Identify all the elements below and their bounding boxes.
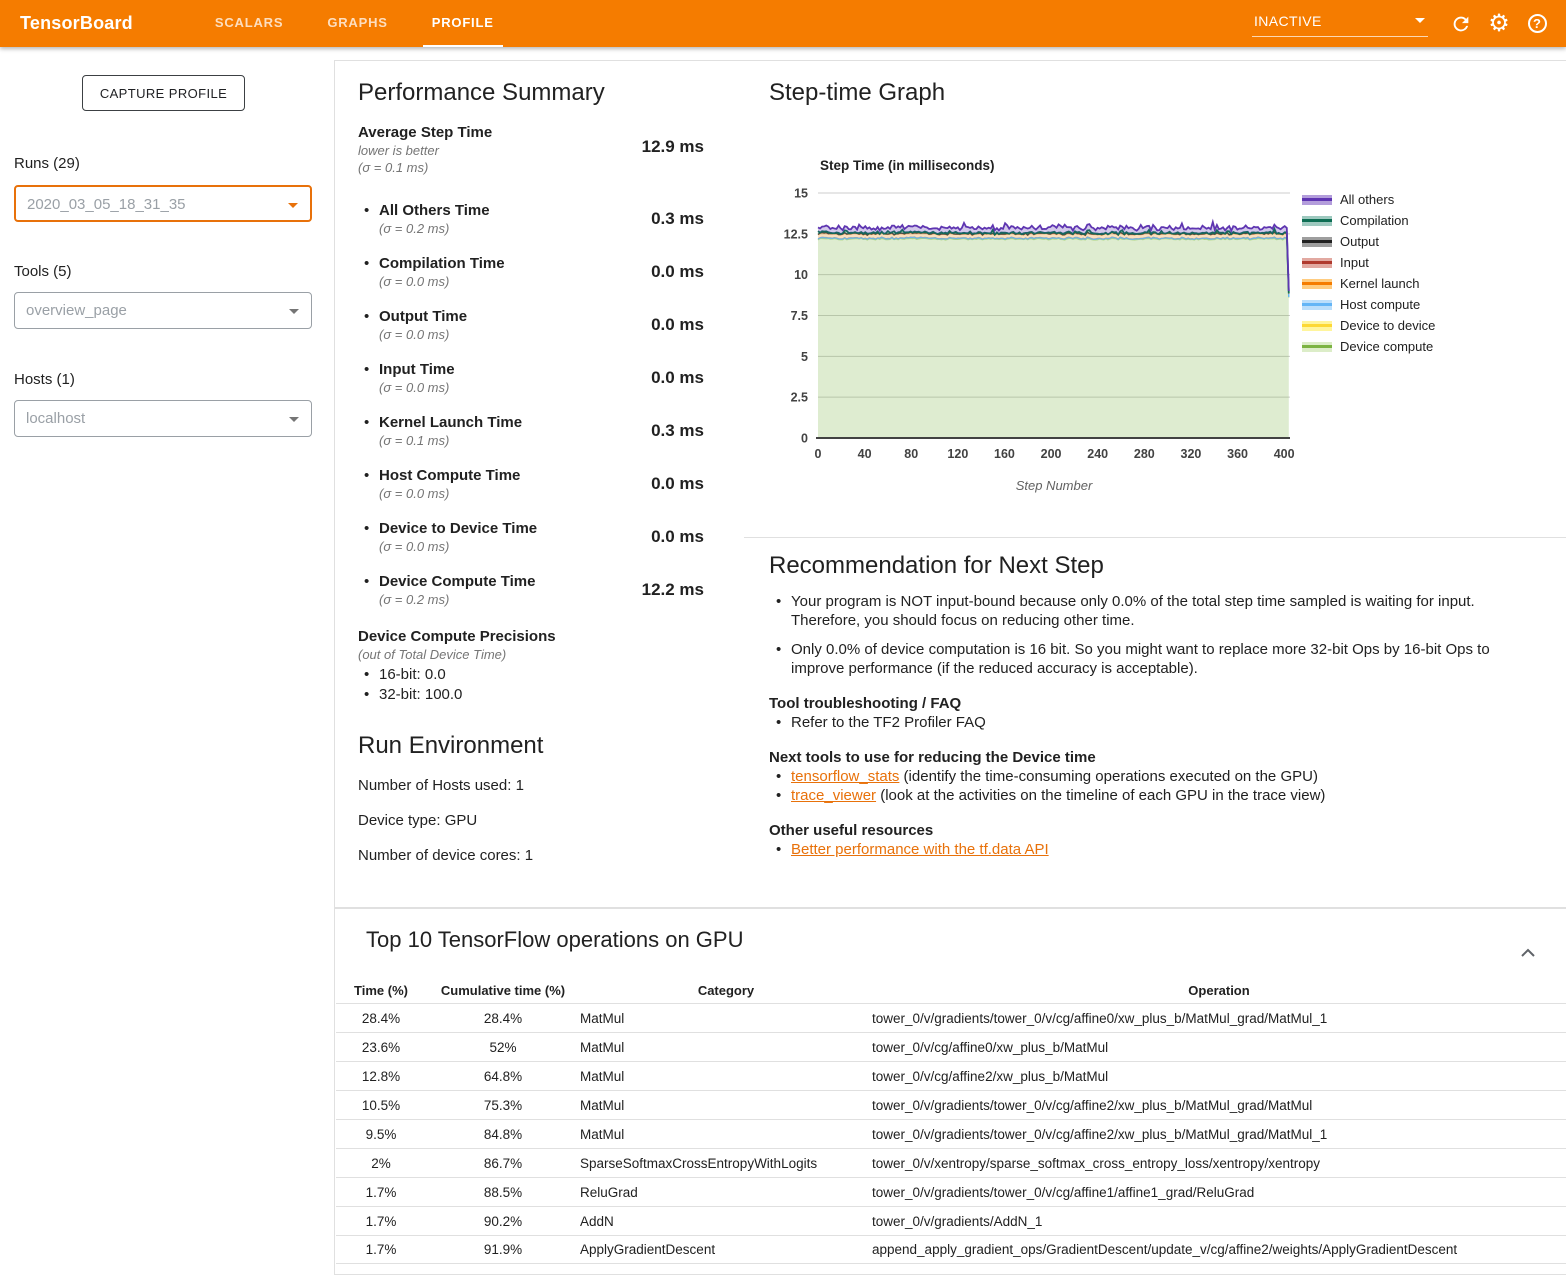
- run-environment-card: [334, 716, 745, 908]
- table-row: [336, 1032, 1566, 1061]
- tab-profile[interactable]: PROFILE: [423, 0, 503, 47]
- metric-value: 0.0 ms: [651, 527, 704, 546]
- metric-sigma: (σ = 0.0 ms): [379, 274, 450, 289]
- metric-note: lower is better: [358, 143, 439, 158]
- svg-text:360: 360: [1227, 447, 1248, 461]
- link[interactable]: trace_viewer: [791, 787, 877, 804]
- hosts-select[interactable]: [14, 400, 312, 437]
- section-item: [769, 786, 1536, 805]
- tools-select[interactable]: [14, 292, 312, 329]
- svg-text:400: 400: [1273, 447, 1295, 461]
- device-compute-precisions: [358, 627, 704, 705]
- legend-item: [1302, 273, 1435, 294]
- legend-line-icon: [1302, 303, 1332, 306]
- time-cell: 9.5%: [365, 1126, 397, 1142]
- status-value: INACTIVE: [1254, 12, 1322, 29]
- operation-cell: tower_0/v/gradients/tower_0/v/cg/affine0/xw_plus_b/MatMul_grad/MatMul_1: [872, 1010, 1328, 1026]
- legend-line-icon: [1302, 345, 1332, 348]
- legend-line-icon: [1302, 198, 1332, 201]
- svg-text:7.5: 7.5: [790, 309, 808, 323]
- metric-value: 0.3 ms: [651, 209, 704, 228]
- section-list: [769, 713, 1536, 732]
- status-dropdown[interactable]: [1252, 11, 1428, 37]
- performance-metric-list: [358, 201, 704, 609]
- performance-metric: [358, 360, 704, 397]
- cumulative-time-cell: 28.4%: [483, 1010, 523, 1026]
- metric-label: Input Time: [379, 361, 455, 378]
- time-cell: 12.8%: [361, 1068, 401, 1084]
- category-cell: MatMul: [580, 1126, 625, 1142]
- reload-icon[interactable]: [1442, 5, 1480, 43]
- hosts-select-value: localhost: [26, 410, 86, 427]
- recommendation-bullets: [769, 592, 1536, 678]
- recommendation-section: [769, 694, 1536, 732]
- performance-summary-card: [334, 60, 745, 717]
- operation-cell: tower_0/v/gradients/tower_0/v/cg/affine2/xw_plus_b/MatMul_grad/MatMul_1: [872, 1126, 1328, 1142]
- time-cell: 23.6%: [361, 1039, 401, 1055]
- ops-column-header: Time (%): [354, 982, 408, 998]
- performance-metric: [358, 466, 704, 503]
- legend-swatch-icon: [1302, 216, 1332, 226]
- section-item: [769, 713, 1536, 732]
- legend-label: Host compute: [1340, 297, 1421, 312]
- bullet-icon: •: [364, 308, 370, 325]
- legend-swatch-icon: [1302, 237, 1332, 247]
- legend-swatch-icon: [1302, 195, 1332, 205]
- metric-sigma: (σ = 0.0 ms): [379, 380, 450, 395]
- legend-item: [1302, 336, 1435, 357]
- legend-item: [1302, 252, 1435, 273]
- precisions-list: [358, 665, 704, 705]
- capture-profile-button[interactable]: CAPTURE PROFILE: [82, 75, 245, 111]
- table-body: [336, 1003, 1566, 1264]
- cumulative-time-cell: 84.8%: [483, 1126, 523, 1142]
- operation-cell: append_apply_gradient_ops/GradientDescent/update_v/cg/affine2/weights/ApplyGradientDescent: [872, 1242, 1458, 1257]
- cumulative-time-cell: 64.8%: [483, 1068, 523, 1084]
- legend-swatch-icon: [1302, 258, 1332, 268]
- tools-label: Tools (5): [14, 263, 72, 280]
- performance-metric: [358, 572, 704, 609]
- svg-text:Step Number: Step Number: [1015, 478, 1093, 493]
- bullet-icon: •: [364, 467, 370, 484]
- legend-line-icon: [1302, 261, 1332, 264]
- table-header-row: [336, 977, 1566, 1003]
- legend-swatch-icon: [1302, 300, 1332, 310]
- metric-label: Average Step Time: [358, 124, 493, 141]
- recommendation-section: [769, 748, 1536, 805]
- svg-text:Step Time (in milliseconds): Step Time (in milliseconds): [820, 158, 995, 173]
- cumulative-time-cell: 86.7%: [483, 1155, 523, 1171]
- top-ops-title: Top 10 TensorFlow operations on GPU: [366, 927, 744, 952]
- svg-text:10: 10: [794, 268, 808, 283]
- legend-label: Device to device: [1340, 318, 1436, 333]
- metric-label: Device to Device Time: [379, 520, 538, 537]
- metric-sigma: (σ = 0.0 ms): [379, 327, 450, 342]
- legend-item: [1302, 315, 1435, 336]
- legend-line-icon: [1302, 240, 1332, 243]
- time-cell: 2%: [371, 1155, 391, 1171]
- time-cell: 10.5%: [361, 1097, 401, 1113]
- legend-line-icon: [1302, 282, 1332, 285]
- average-step-time: [358, 123, 704, 185]
- chevron-down-icon: [288, 203, 298, 208]
- category-cell: ApplyGradientDescent: [580, 1242, 716, 1257]
- ops-column-header: Cumulative time (%): [440, 982, 566, 998]
- operation-cell: tower_0/v/gradients/tower_0/v/cg/affine1/affine1_grad/ReluGrad: [872, 1184, 1255, 1200]
- performance-summary-title: Performance Summary: [358, 79, 605, 106]
- recommendation-title: Recommendation for Next Step: [769, 552, 1104, 579]
- link-description: (look at the activities on the timeline of each GPU in the trace view): [876, 787, 1326, 804]
- category-cell: MatMul: [580, 1068, 625, 1084]
- svg-text:120: 120: [947, 447, 969, 461]
- legend-item: [1302, 294, 1435, 315]
- svg-text:320: 320: [1180, 447, 1202, 461]
- metric-label: Host Compute Time: [379, 467, 521, 484]
- tools-select-value: overview_page: [26, 302, 127, 319]
- time-cell: 1.7%: [365, 1184, 397, 1200]
- precisions-note: (out of Total Device Time): [358, 647, 507, 662]
- environment-line: Number of Hosts used: 1: [358, 777, 524, 794]
- legend-swatch-icon: [1302, 321, 1332, 331]
- step-time-graph-card: [744, 60, 1566, 538]
- performance-metric: [358, 307, 704, 344]
- performance-metric: [358, 201, 704, 238]
- category-cell: ReluGrad: [580, 1184, 638, 1200]
- gear-icon[interactable]: ⚙: [1488, 9, 1510, 37]
- section-list: [769, 767, 1536, 805]
- step-time-chart: [780, 146, 1305, 501]
- top-ops-card: [334, 908, 1566, 1275]
- metric-sigma: (σ = 0.2 ms): [379, 221, 450, 236]
- cumulative-time-cell: 75.3%: [483, 1097, 523, 1113]
- svg-text:200: 200: [1040, 447, 1062, 461]
- legend-line-icon: [1302, 324, 1332, 327]
- recommendation-bullet: • Only 0.0% of device computation is 16 bit. So you might want to replace more 32-bit Ops by 16-bit Ops to improve performance (if the reduced accuracy is acceptable).: [769, 640, 1531, 678]
- time-cell: 1.7%: [365, 1213, 397, 1229]
- metric-value: 0.0 ms: [651, 315, 704, 334]
- metric-label: Kernel Launch Time: [379, 414, 523, 431]
- svg-text:5: 5: [801, 349, 808, 364]
- runs-select[interactable]: [14, 185, 312, 222]
- metric-label: Device Compute Time: [379, 573, 536, 590]
- cumulative-time-cell: 52%: [489, 1039, 517, 1055]
- legend-label: All others: [1340, 192, 1395, 207]
- time-cell: 28.4%: [361, 1010, 401, 1026]
- metric-sigma: (σ = 0.1 ms): [358, 160, 429, 175]
- section-item: [769, 767, 1536, 786]
- legend-item: [1302, 210, 1435, 231]
- bullet-icon: •: [364, 414, 370, 431]
- operation-cell: tower_0/v/xentropy/sparse_softmax_cross_entropy_loss/xentropy/xentropy: [872, 1155, 1320, 1171]
- metric-label: All Others Time: [379, 202, 490, 219]
- table-row: [336, 1235, 1566, 1264]
- legend-item: [1302, 231, 1435, 252]
- section-list: [769, 840, 1536, 859]
- app-header: [0, 0, 1566, 47]
- chevron-down-icon: [1415, 18, 1425, 23]
- svg-text:12.5: 12.5: [783, 227, 808, 242]
- performance-metric: [358, 413, 704, 450]
- metric-sigma: (σ = 0.1 ms): [379, 433, 450, 448]
- svg-text:240: 240: [1087, 447, 1109, 461]
- operation-cell: tower_0/v/cg/affine0/xw_plus_b/MatMul: [872, 1039, 1109, 1055]
- precisions-title: Device Compute Precisions: [358, 628, 556, 645]
- hosts-label: Hosts (1): [14, 371, 75, 388]
- operation-cell: tower_0/v/cg/affine2/xw_plus_b/MatMul: [872, 1068, 1109, 1084]
- collapse-chevron-icon[interactable]: [1520, 945, 1536, 963]
- legend-label: Kernel launch: [1340, 276, 1420, 291]
- recommendation-sections: [769, 694, 1536, 859]
- runs-label: Runs (29): [14, 155, 80, 172]
- category-cell: AddN: [580, 1213, 614, 1229]
- legend-line-icon: [1302, 219, 1332, 222]
- table-row: [336, 1177, 1566, 1206]
- tab-graphs[interactable]: GRAPHS: [327, 15, 388, 30]
- svg-text:280: 280: [1133, 447, 1155, 461]
- recommendation-card: [744, 538, 1566, 908]
- section-heading: Other useful resources: [769, 822, 934, 839]
- legend-swatch-icon: [1302, 342, 1332, 352]
- metric-value: 12.9 ms: [641, 137, 704, 156]
- section-heading: Next tools to use for reducing the Device time: [769, 749, 1096, 766]
- bullet-icon: •: [364, 361, 370, 378]
- sidebar: [0, 47, 334, 1275]
- section-item: [769, 840, 1536, 859]
- metric-value: 0.0 ms: [651, 262, 704, 281]
- run-environment-lines: [358, 776, 724, 865]
- bullet-icon: •: [364, 573, 370, 590]
- bullet-icon: •: [364, 202, 370, 219]
- metric-sigma: (σ = 0.0 ms): [379, 539, 450, 554]
- table-row: [336, 1090, 1566, 1119]
- top-nav-tabs: [193, 0, 516, 47]
- link[interactable]: tensorflow_stats: [791, 768, 900, 785]
- environment-line: Device type: GPU: [358, 812, 478, 829]
- metric-label: Output Time: [379, 308, 468, 325]
- chevron-down-icon: [289, 417, 299, 422]
- chevron-down-icon: [289, 309, 299, 314]
- table-row: [336, 1206, 1566, 1235]
- time-cell: 1.7%: [365, 1242, 397, 1257]
- legend-label: Input: [1340, 255, 1369, 270]
- table-row: [336, 1003, 1566, 1032]
- performance-metric: [358, 519, 704, 556]
- category-cell: SparseSoftmaxCrossEntropyWithLogits: [580, 1155, 818, 1171]
- metric-value: 0.0 ms: [651, 368, 704, 387]
- run-environment-title: Run Environment: [358, 732, 544, 759]
- svg-text:0: 0: [801, 431, 808, 446]
- svg-text:2.5: 2.5: [790, 390, 808, 405]
- ops-column-header: Category: [697, 982, 755, 998]
- table-row: [336, 1119, 1566, 1148]
- link[interactable]: Better performance with the tf.data API: [791, 841, 1049, 858]
- recommendation-bullet: • Your program is NOT input-bound because only 0.0% of the total step time sampled is waiting for input. Therefore, you should focus on reducing other time.: [769, 592, 1531, 630]
- category-cell: MatMul: [580, 1039, 625, 1055]
- metric-value: 0.0 ms: [651, 474, 704, 493]
- svg-text:40: 40: [857, 447, 872, 461]
- operation-cell: tower_0/v/gradients/AddN_1: [872, 1213, 1043, 1229]
- performance-metric: [358, 254, 704, 291]
- legend-label: Output: [1340, 234, 1380, 249]
- tab-scalars[interactable]: SCALARS: [214, 15, 284, 30]
- metric-sigma: (σ = 0.2 ms): [379, 592, 450, 607]
- cumulative-time-cell: 88.5%: [483, 1184, 523, 1200]
- svg-text:0: 0: [814, 447, 822, 461]
- legend-label: Compilation: [1340, 213, 1409, 228]
- header-actions: [1252, 0, 1556, 47]
- table-row: [336, 1061, 1566, 1090]
- legend-label: Device compute: [1340, 339, 1434, 354]
- category-cell: MatMul: [580, 1097, 625, 1113]
- legend-item: [1302, 189, 1435, 210]
- link-description: (identify the time-consuming operations executed on the GPU): [899, 768, 1318, 785]
- svg-text:15: 15: [794, 186, 808, 201]
- metric-label: Compilation Time: [379, 255, 505, 272]
- bullet-icon: •: [364, 520, 370, 537]
- svg-text:80: 80: [904, 447, 919, 461]
- bullet-icon: •: [364, 255, 370, 272]
- svg-text:160: 160: [994, 447, 1015, 461]
- precision-item: • 16-bit: 0.0: [358, 665, 704, 685]
- recommendation-section: [769, 821, 1536, 859]
- section-heading: Tool troubleshooting / FAQ: [769, 695, 962, 712]
- cumulative-time-cell: 91.9%: [483, 1242, 523, 1257]
- metric-sigma: (σ = 0.0 ms): [379, 486, 450, 501]
- precision-item: • 32-bit: 100.0: [358, 685, 704, 705]
- link-description: Refer to the TF2 Profiler FAQ: [791, 714, 986, 731]
- top-ops-table: [336, 977, 1566, 1264]
- runs-select-value: 2020_03_05_18_31_35: [27, 196, 186, 213]
- cumulative-time-cell: 90.2%: [483, 1213, 523, 1229]
- ops-column-header: Operation: [1188, 982, 1250, 998]
- metric-value: 0.3 ms: [651, 421, 704, 440]
- help-icon[interactable]: ?: [1518, 5, 1556, 43]
- metric-value: 12.2 ms: [641, 580, 704, 599]
- table-row: [336, 1148, 1566, 1177]
- app-title: TensorBoard: [20, 13, 133, 33]
- chart-legend: [1302, 189, 1435, 357]
- step-time-graph-title: Step-time Graph: [769, 79, 946, 106]
- operation-cell: tower_0/v/gradients/tower_0/v/cg/affine2/xw_plus_b/MatMul_grad/MatMul: [872, 1097, 1313, 1113]
- legend-swatch-icon: [1302, 279, 1332, 289]
- environment-line: Number of device cores: 1: [358, 847, 534, 864]
- category-cell: MatMul: [580, 1010, 625, 1026]
